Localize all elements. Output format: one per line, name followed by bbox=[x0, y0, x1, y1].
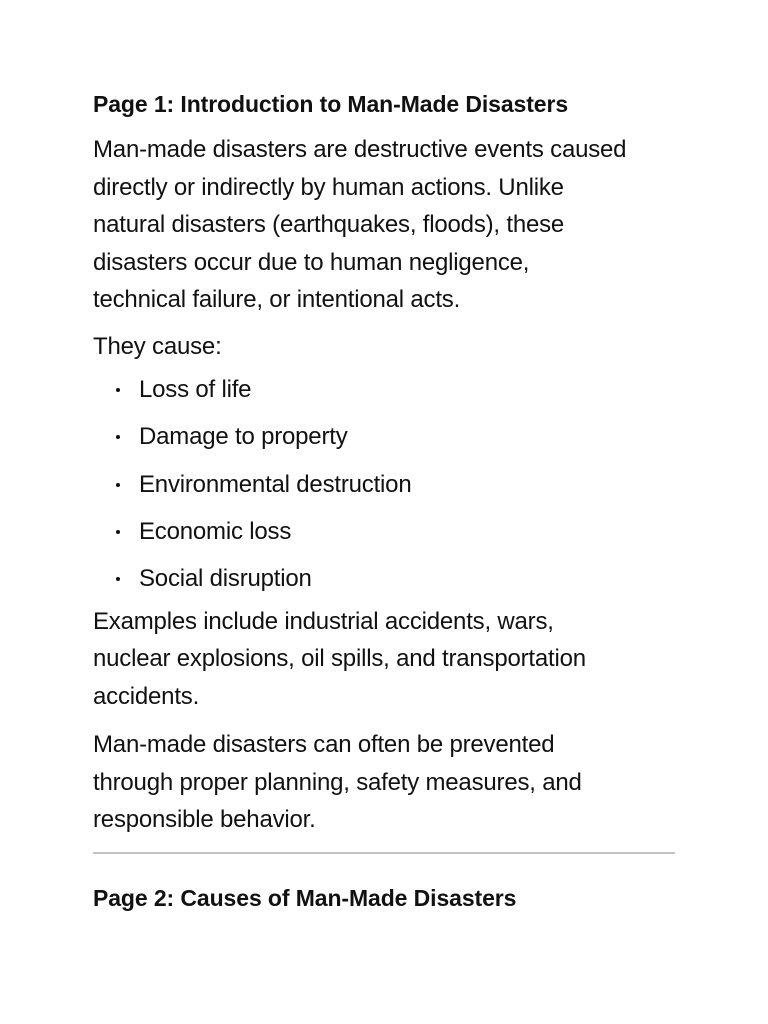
examples-line: accidents. bbox=[93, 682, 200, 710]
prevention-line: responsible behavior. bbox=[93, 806, 316, 834]
list-item-text: Social disruption bbox=[139, 565, 312, 593]
list-item bbox=[93, 513, 675, 551]
examples-line: Examples include industrial accidents, wars, bbox=[93, 607, 554, 635]
intro-line: disasters occur due to human negligence, bbox=[93, 248, 530, 276]
causes-label: They cause: bbox=[93, 332, 222, 360]
list-item-text: Environmental destruction bbox=[139, 470, 412, 498]
causes-list bbox=[93, 371, 675, 598]
examples-line: nuclear explosions, oil spills, and transportation bbox=[93, 645, 586, 673]
intro-line: directly or indirectly by human actions. Unlike bbox=[93, 173, 564, 201]
list-item bbox=[93, 466, 675, 504]
bullet-icon bbox=[116, 388, 120, 392]
intro-line: technical failure, or intentional acts. bbox=[93, 286, 461, 313]
list-item bbox=[93, 371, 675, 409]
examples-paragraph bbox=[93, 603, 675, 716]
list-item bbox=[93, 418, 675, 456]
bullet-icon bbox=[116, 435, 120, 439]
page-1-heading: Page 1: Introduction to Man-Made Disasters bbox=[93, 91, 569, 117]
list-item-text: Economic loss bbox=[139, 517, 292, 545]
list-item bbox=[93, 560, 675, 598]
bullet-icon bbox=[116, 483, 120, 487]
prevention-line: through proper planning, safety measures, and bbox=[93, 768, 582, 796]
bullet-icon bbox=[116, 577, 120, 581]
intro-line: natural disasters (earthquakes, floods), these bbox=[93, 211, 565, 238]
prevention-line: Man-made disasters can often be prevented bbox=[93, 731, 555, 759]
prevention-paragraph bbox=[93, 726, 675, 839]
document-body bbox=[93, 88, 675, 914]
intro-paragraph bbox=[93, 131, 675, 319]
list-item-text: Loss of life bbox=[139, 376, 252, 403]
page-2-heading: Page 2: Causes of Man-Made Disasters bbox=[93, 884, 517, 911]
bullet-icon bbox=[116, 530, 120, 534]
list-item-text: Damage to property bbox=[139, 423, 348, 451]
intro-line: Man-made disasters are destructive events caused bbox=[93, 136, 627, 163]
page-divider bbox=[93, 852, 675, 854]
